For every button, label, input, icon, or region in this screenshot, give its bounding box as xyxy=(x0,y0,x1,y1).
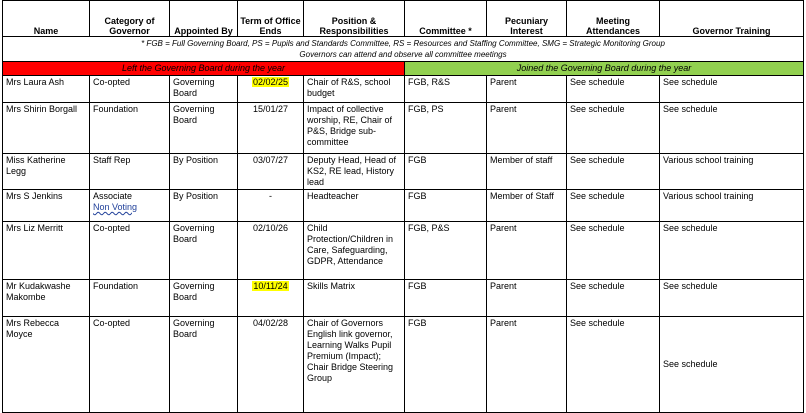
term-highlight: 02/02/25 xyxy=(252,77,289,87)
table-row xyxy=(3,190,804,222)
term-highlight: 10/11/24 xyxy=(253,281,288,291)
cell-committee: FGB xyxy=(405,154,487,190)
table-row xyxy=(3,280,804,317)
cell-position: Deputy Head, Head of KS2, RE lead, History lead xyxy=(304,154,405,190)
cell-term: 15/01/27 xyxy=(238,103,304,154)
cell-category: Co-opted xyxy=(90,222,170,280)
cell-name: Mrs Laura Ash xyxy=(3,76,90,103)
cell-name: Miss Katherine Legg xyxy=(3,154,90,190)
cell-meetings: See schedule xyxy=(567,154,660,190)
cell-committee: FGB, P&S xyxy=(405,222,487,280)
cell-term: 03/07/27 xyxy=(238,154,304,190)
table-row xyxy=(3,222,804,280)
cell-category: Staff Rep xyxy=(90,154,170,190)
cell-position: Child Protection/Children in Care, Safeguarding, GDPR, Attendance xyxy=(304,222,405,280)
cell-training: See schedule xyxy=(660,280,804,317)
cell-name: Mrs Rebecca Moyce xyxy=(3,317,90,413)
cell-appointed: Governing Board xyxy=(170,280,238,317)
cell-position: Skills Matrix xyxy=(304,280,405,317)
committee-key-line2: Governors can attend and observe all committee meetings xyxy=(299,50,507,59)
cell-term: 02/10/26 xyxy=(238,222,304,280)
cell-term: 04/02/28 xyxy=(238,317,304,413)
cell-meetings: See schedule xyxy=(567,317,660,413)
category-value: Associate xyxy=(93,191,133,201)
cell-position: Headteacher xyxy=(304,190,405,222)
cell-name: Mrs Shirin Borgall xyxy=(3,103,90,154)
cell-training: See schedule xyxy=(660,103,804,154)
header-row xyxy=(3,1,804,37)
cell-position: Chair of Governors English link governor, Learning Walks Pupil Premium (Impact); Chair Bridge Steering Group xyxy=(304,317,405,413)
cell-appointed: Governing Board xyxy=(170,76,238,103)
cell-appointed: Governing Board xyxy=(170,222,238,280)
cell-appointed: By Position xyxy=(170,154,238,190)
cell-appointed: By Position xyxy=(170,190,238,222)
cell-pecuniary: Parent xyxy=(487,222,567,280)
cell-pecuniary: Parent xyxy=(487,76,567,103)
cell-position: Impact of collective worship, RE, Chair of P&S, Bridge sub-committee xyxy=(304,103,405,154)
cell-committee: FGB, PS xyxy=(405,103,487,154)
cell-pecuniary: Parent xyxy=(487,103,567,154)
cell-meetings: See schedule xyxy=(567,103,660,154)
cell-meetings: See schedule xyxy=(567,222,660,280)
cell-appointed: Governing Board xyxy=(170,317,238,413)
table-row xyxy=(3,76,804,103)
cell-appointed: Governing Board xyxy=(170,103,238,154)
cell-pecuniary: Parent xyxy=(487,317,567,413)
cell-term xyxy=(238,76,304,103)
cell-name: Mr Kudakwashe Makombe xyxy=(3,280,90,317)
header-position: Position & Responsibilities xyxy=(304,1,405,37)
cell-committee: FGB, R&S xyxy=(405,76,487,103)
cell-committee: FGB xyxy=(405,317,487,413)
cell-category xyxy=(90,190,170,222)
header-name: Name xyxy=(3,1,90,37)
governors-table xyxy=(2,0,804,413)
cell-meetings: See schedule xyxy=(567,280,660,317)
cell-name: Mrs Liz Merritt xyxy=(3,222,90,280)
cell-training: Various school training xyxy=(660,190,804,222)
table-row xyxy=(3,154,804,190)
cell-pecuniary: Member of Staff xyxy=(487,190,567,222)
cell-training: See schedule xyxy=(660,317,804,413)
header-term: Term of Office Ends xyxy=(238,1,304,37)
cell-category: Foundation xyxy=(90,280,170,317)
cell-training: Various school training xyxy=(660,154,804,190)
cell-term: - xyxy=(238,190,304,222)
committee-key xyxy=(3,37,804,62)
table-row xyxy=(3,317,804,413)
header-appointed: Appointed By xyxy=(170,1,238,37)
cell-pecuniary: Member of staff xyxy=(487,154,567,190)
joined-board-legend: Joined the Governing Board during the year xyxy=(405,62,804,76)
header-pecuniary: Pecuniary Interest xyxy=(487,1,567,37)
header-training: Governor Training xyxy=(660,1,804,37)
cell-position: Chair of R&S, school budget xyxy=(304,76,405,103)
header-meetings: Meeting Attendances xyxy=(567,1,660,37)
legend-row xyxy=(3,62,804,76)
cell-term xyxy=(238,280,304,317)
cell-pecuniary: Parent xyxy=(487,280,567,317)
table-row xyxy=(3,103,804,154)
cell-meetings: See schedule xyxy=(567,76,660,103)
cell-name: Mrs S Jenkins xyxy=(3,190,90,222)
cell-training: See schedule xyxy=(660,222,804,280)
header-committee: Committee * xyxy=(405,1,487,37)
cell-committee: FGB xyxy=(405,280,487,317)
cell-category: Foundation xyxy=(90,103,170,154)
cell-category: Co-opted xyxy=(90,76,170,103)
cell-meetings: See schedule xyxy=(567,190,660,222)
cell-training: See schedule xyxy=(660,76,804,103)
notes-row xyxy=(3,37,804,62)
committee-key-line1: * FGB = Full Governing Board, PS = Pupils and Standards Committee, RS = Resources and Staffing Committee, SMG = Strategic Monitoring Group xyxy=(141,39,665,48)
cell-category: Co-opted xyxy=(90,317,170,413)
left-board-legend: Left the Governing Board during the year xyxy=(3,62,405,76)
non-voting-note: Non Voting xyxy=(93,202,138,212)
header-category: Category of Governor xyxy=(90,1,170,37)
cell-committee: FGB xyxy=(405,190,487,222)
